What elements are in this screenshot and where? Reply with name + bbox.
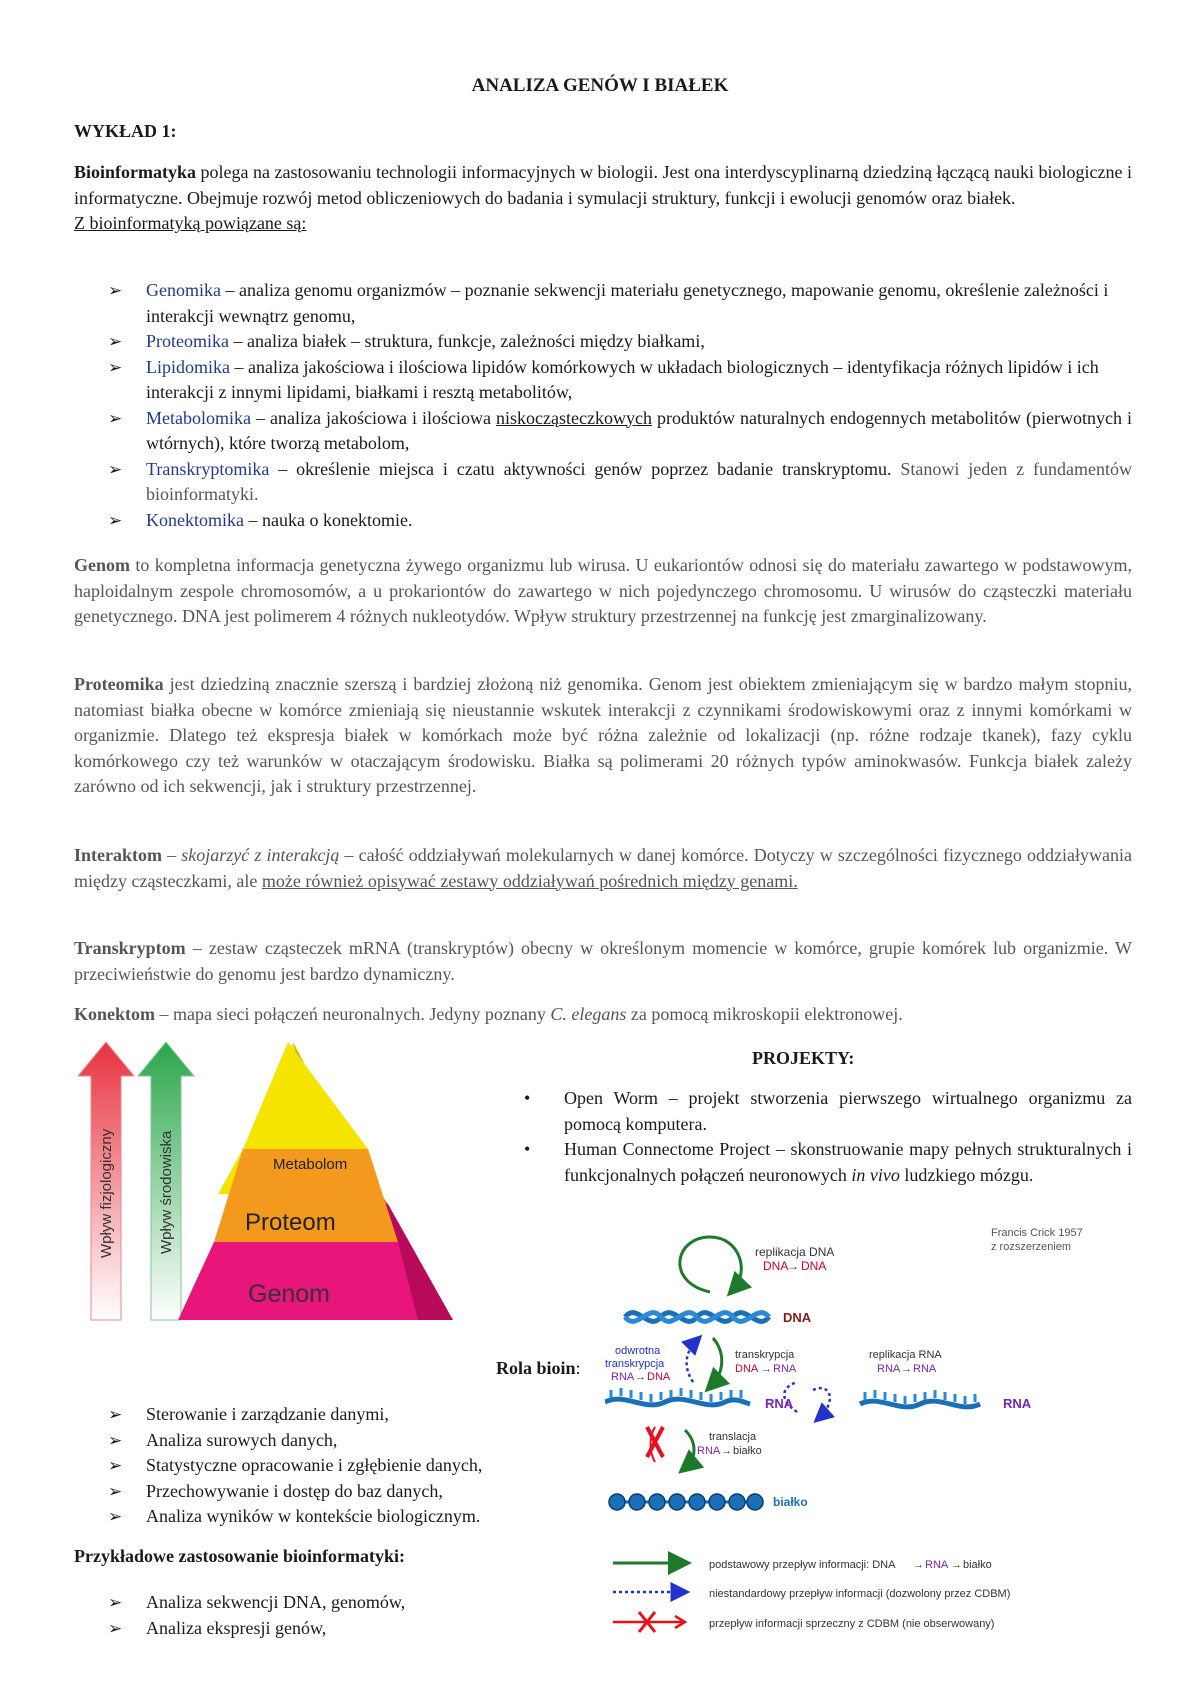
- list-item: [108, 1590, 628, 1616]
- translation-arrow: [685, 1430, 694, 1468]
- transkryptom-paragraph: [74, 936, 1132, 987]
- arrow-bullet-icon: ➢: [108, 459, 123, 479]
- interaktom-italic: skojarzyć z interakcją: [181, 845, 340, 865]
- repl-dna-flow-a: DNA: [763, 1259, 789, 1273]
- genom-paragraph: [74, 553, 1132, 630]
- svg-text:→: →: [951, 1559, 962, 1571]
- related-desc: – analiza jakościowa i ilościowa lipidów komórkowych w układach biologicznych – identyfikacja różnych lipidów i ich interakcji z innymi lipidami, białkami i resztą metabolitów,: [146, 356, 1099, 402]
- dna-helix-icon: [625, 1313, 769, 1322]
- legend-standard-a: podstawowy przepływ informacji: DNA: [709, 1559, 896, 1571]
- role-item-text: Sterowanie i zarządzanie danymi,: [146, 1404, 389, 1424]
- translation-label: translacja: [709, 1431, 757, 1443]
- list-item: [108, 1402, 628, 1428]
- interaktom-text: – całość oddziaływań molekularnych w danej komórce. Dotyczy w szczególności fizycznego oddziaływania między cząsteczkami, ale: [74, 845, 1133, 891]
- forbidden-flow-icon: [647, 1427, 663, 1462]
- list-item: [526, 1137, 1132, 1188]
- protein-label: białko: [773, 1495, 808, 1509]
- related-desc: produktów naturalnych endogennych metabolitów (pierwotnych i wtórnych), które tworzą metabolom,: [146, 407, 1132, 453]
- role-heading: [496, 1358, 581, 1379]
- transcription-flow-b: RNA: [773, 1363, 797, 1375]
- arrow-bullet-icon: ➢: [108, 1618, 123, 1638]
- pyramid: [178, 1042, 453, 1320]
- list-item: [108, 278, 1132, 329]
- konektom-paragraph: [74, 1002, 1132, 1028]
- list-item: [108, 1479, 628, 1505]
- application-item-text: Analiza sekwencji DNA, genomów,: [146, 1592, 406, 1612]
- application-item-text: Analiza ekspresji genów,: [146, 1617, 327, 1638]
- intro-paragraph: [74, 160, 1132, 237]
- arrow-bullet-icon: ➢: [108, 281, 123, 300]
- physiological-influence-arrow: [78, 1042, 134, 1320]
- projects-list: [526, 1086, 1132, 1188]
- related-desc: – określenie miejsca i czatu aktywności genów poprzez badanie transkryptomu.: [269, 458, 892, 479]
- lecture-heading: WYKŁAD 1:: [74, 121, 177, 141]
- related-term: Metabolomika: [146, 407, 251, 428]
- related-desc: – analiza białek – struktura, funkcje, zależności między białkami,: [229, 331, 705, 351]
- crick-caption-2: z rozszerzeniem: [991, 1241, 1072, 1253]
- related-term: Lipidomika: [146, 356, 230, 377]
- reverse-flow-b: DNA: [647, 1371, 671, 1383]
- transcription-arrow: [711, 1338, 722, 1386]
- related-desc-underlined: niskocząsteczkowych: [496, 407, 652, 428]
- pyramid-label-proteom: Proteom: [245, 1209, 336, 1236]
- intro-text: polega na zastosowaniu technologii informacyjnych w biologii. Jest ona interdyscyplinarną dziedziną łączącą nauki biologiczne i informatyczne. Obejmuje rozwój metod obliczeniowych do badania i symulacji struktury, funkcji i ewolucji genomów oraz białek.: [74, 162, 1132, 208]
- svg-text:→: →: [761, 1363, 772, 1375]
- arrow-bullet-icon: ➢: [108, 332, 123, 351]
- dna-label: DNA: [783, 1310, 812, 1325]
- svg-text:→: →: [787, 1259, 799, 1273]
- arrow-bullet-icon: ➢: [108, 1456, 123, 1475]
- role-label: Rola bioin: [496, 1358, 576, 1378]
- rna-label-2: RNA: [1003, 1396, 1032, 1411]
- project-italic: in vivo: [851, 1164, 900, 1185]
- arrow-bullet-icon: ➢: [108, 1481, 123, 1501]
- central-dogma-diagram: [605, 1222, 1132, 1637]
- list-item: [108, 355, 1132, 406]
- project-text: Human Connectome Project – skonstruowanie mapy pełnych strukturalnych i funkcjonalnych połączeń neuronowych: [564, 1139, 1132, 1185]
- arrow-bullet-icon: ➢: [108, 408, 123, 428]
- rna-replication-arrow-2: [813, 1388, 830, 1418]
- transcription-label: transkrypcja: [735, 1349, 795, 1361]
- rna-strand-icon: [860, 1390, 980, 1407]
- arrow-red-label: Wpływ fizjologiczny: [98, 1128, 115, 1258]
- transkryptom-text: – zestaw cząsteczek mRNA (transkryptów) obecny w określonym momencie w komórce, grupie komórek lub organizmie. W przeciwieństwie do genomu jest bardzo dynamiczny.: [74, 938, 1132, 984]
- arrow-bullet-icon: ➢: [108, 357, 123, 377]
- reverse-label-2: transkrypcja: [605, 1358, 665, 1370]
- repl-rna-flow-b: RNA: [913, 1363, 937, 1375]
- document-title: ANALIZA GENÓW I BIAŁEK: [471, 75, 729, 96]
- genom-text: to kompletna informacja genetyczna żywego organizmu lub wirusa. U eukariontów odnosi się do materiału zawartego w podstawowym, haploidalnym zespole chromosomów, a u prokariontów do zawartego w nich pojedynczego chromosomu. U wirusów do cząsteczki materiału genetycznego. DNA jest polimerem 4 różnych nukleotydów. Wpływ struktury przestrzennej na funkcję jest zmarginalizowany.: [74, 555, 1132, 626]
- related-fields-list: [108, 278, 1132, 533]
- project-text: Open Worm – projekt stworzenia pierwszego wirtualnego organizmu za pomocą komputera.: [564, 1088, 1132, 1134]
- intro-term: Bioinformatyka: [74, 162, 197, 182]
- replication-dna-arrow: [680, 1237, 741, 1292]
- translation-flow-a: RNA: [697, 1445, 721, 1457]
- role-item-text: Statystyczne opracowanie i zgłębienie danych,: [146, 1455, 483, 1475]
- role-item-text: Analiza wyników w kontekście biologicznym.: [146, 1506, 481, 1526]
- related-desc: – nauka o konektomie.: [243, 509, 413, 530]
- konektom-text: – mapa sieci połączeń neuronalnych. Jedyny poznany: [155, 1004, 551, 1024]
- applications-list: [108, 1590, 628, 1641]
- arrow-green-label: Wpływ środowiska: [158, 1130, 175, 1254]
- related-desc: – analiza genomu organizmów – poznanie sekwencji materiału genetycznego, mapowanie genomu, określenie zależności i interakcji wewnątrz genomu,: [146, 280, 1109, 326]
- legend-standard-b: RNA: [925, 1559, 949, 1571]
- role-list: [108, 1402, 628, 1530]
- arrow-bullet-icon: ➢: [108, 510, 123, 530]
- interaktom-paragraph: [74, 843, 1132, 894]
- list-item: [108, 508, 1132, 534]
- pyramid-label-genom: Genom: [248, 1280, 330, 1308]
- omics-pyramid-figure: [78, 1042, 458, 1324]
- reverse-transcription-arrow: [687, 1340, 697, 1382]
- proteomika-paragraph: [74, 672, 1132, 800]
- repl-dna-label: replikacja DNA: [755, 1245, 835, 1259]
- konektom-text: za pomocą mikroskopii elektronowej.: [626, 1004, 903, 1024]
- list-item: [108, 406, 1132, 457]
- role-item-text: Analiza surowych danych,: [146, 1429, 338, 1450]
- projects-heading: PROJEKTY:: [752, 1048, 855, 1068]
- related-desc-gray: Stanowi jeden z fundamentów bioinformatyki.: [146, 458, 1132, 504]
- list-item: [108, 457, 1132, 508]
- konektom-italic: C. elegans: [550, 1004, 627, 1024]
- svg-text:→: →: [901, 1363, 912, 1375]
- pyramid-label-metabolom: Metabolom: [273, 1156, 348, 1173]
- interaktom-dash: –: [162, 845, 182, 865]
- related-term: Genomika: [146, 280, 221, 300]
- interaktom-term: Interaktom: [74, 845, 162, 865]
- list-item: [108, 1616, 628, 1642]
- related-heading: Z bioinformatyką powiązane są:: [74, 213, 307, 233]
- interaktom-underlined: może również opisywać zestawy oddziaływań pośrednich między genami.: [261, 870, 798, 891]
- reverse-flow-a: RNA: [611, 1371, 635, 1383]
- applications-heading: Przykładowe zastosowanie bioinformatyki:: [74, 1546, 405, 1566]
- svg-text:→: →: [635, 1371, 646, 1383]
- transcription-flow-a: DNA: [735, 1363, 759, 1375]
- related-term: Proteomika: [146, 331, 229, 351]
- list-item: [108, 1453, 628, 1479]
- rna-label: RNA: [765, 1396, 794, 1411]
- genom-term: Genom: [74, 555, 130, 575]
- repl-rna-flow-a: RNA: [877, 1363, 901, 1375]
- repl-dna-flow-b: DNA: [801, 1259, 827, 1273]
- arrow-bullet-icon: ➢: [108, 1593, 123, 1612]
- related-term: Konektomika: [146, 509, 244, 530]
- svg-text:→: →: [913, 1559, 924, 1571]
- reverse-label-1: odwrotna: [615, 1345, 661, 1357]
- role-item-text: Przechowywanie i dostęp do baz danych,: [146, 1480, 443, 1501]
- arrow-bullet-icon: ➢: [108, 1507, 123, 1526]
- translation-flow-b: białko: [733, 1445, 762, 1457]
- related-desc: – analiza jakościowa i ilościowa: [250, 407, 497, 428]
- list-item: [108, 1504, 628, 1530]
- konektom-term: Konektom: [74, 1004, 155, 1024]
- legend-standard-c: białko: [963, 1559, 992, 1571]
- arrow-bullet-icon: ➢: [108, 1430, 123, 1450]
- list-item: [526, 1086, 1132, 1137]
- list-item: [108, 329, 1132, 355]
- environmental-influence-arrow: [138, 1042, 194, 1320]
- legend-forbidden: przepływ informacji sprzeczny z CDBM (nie obserwowany): [709, 1618, 995, 1630]
- list-item: [108, 1428, 628, 1454]
- svg-text:→: →: [721, 1445, 732, 1457]
- project-text: ludzkiego mózgu.: [899, 1164, 1034, 1185]
- bullet-dot-icon: •: [524, 1088, 531, 1108]
- proteomika-term: Proteomika: [74, 674, 164, 694]
- protein-chain-icon: [609, 1494, 763, 1510]
- proteomika-text: jest dziedziną znacznie szerszą i bardziej złożoną niż genomika. Genom jest obiektem zmieniającym się w bardzo małym stopniu, natomiast białka obecne w komórce zmieniają się nieustannie wskutek interakcji z czynnikami środowiskowymi oraz z innymi komórkami w organizmie. Dlatego też ekspresja białek w komórkach może być różna zależnie od lokalizacji (np. różne rodzaje tkanek), fazy cyklu komórkowego czy też warunków w otaczającym środowisku. Białka są polimerami 20 różnych typów aminokwasów. Funkcja białek zależy zarówno od ich sekwencji, jak i struktury przestrzennej.: [74, 674, 1132, 796]
- arrow-bullet-icon: ➢: [108, 1405, 123, 1424]
- role-colon: :: [575, 1358, 581, 1378]
- legend-nonstandard: niestandardowy przepływ informacji (dozwolony przez CDBM): [709, 1588, 1011, 1600]
- transkryptom-term: Transkryptom: [74, 938, 186, 958]
- related-term: Transkryptomika: [146, 458, 270, 479]
- repl-rna-label: replikacja RNA: [869, 1349, 942, 1361]
- crick-caption-1: Francis Crick 1957: [991, 1227, 1083, 1239]
- bullet-dot-icon: •: [524, 1139, 531, 1159]
